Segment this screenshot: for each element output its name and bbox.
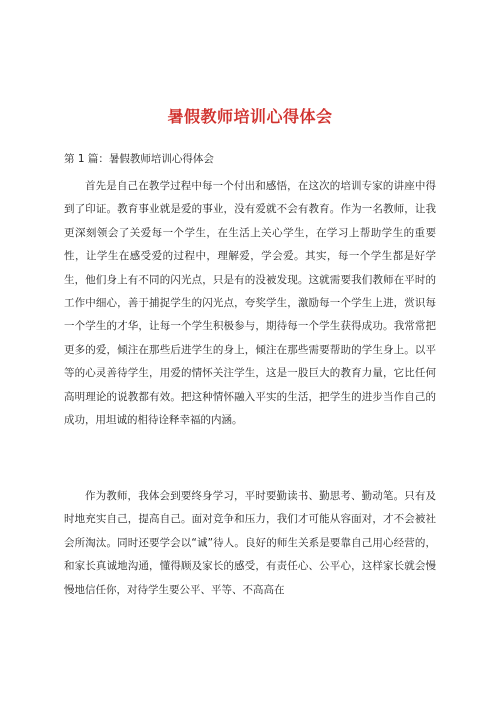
body-paragraph-1: 首先是自己在教学过程中每一个付出和感悟，在这次的培训专家的讲座中得到了印证。教育事业就是爱的事业，没有爱就不会有教育。作为一名教师，让我更深刻领会了关爱每一个学生，在生活上关心学生，在学习上帮助学生的重要性，让学生在感受爱的过程中，理解爱，学会爱。其实，每一个学生都是好学生，他们身上有不同的闪光点，只是有的没被发现。这就需要我们教师在平时的工作中细心，善于捕捉学生的闪光点，夸奖学生，激励每一个学生上进，赏识每一个学生的才华，让每一个学生积极参与，期待每一个学生获得成功。我常常把更多的爱，倾注在那些后进学生的身上，倾注在那些需要帮助的学生身上。以平等的心灵善待学生，用爱的情怀关注学生，这是一股巨大的教育力量，它比任何高明理论的说教都有效。把这种情怀融入平实的生活，把学生的进步当作自己的成功，用坦诚的相待诠释幸福的内涵。 — [64, 180, 436, 427]
section-heading: 第 1 篇：暑假教师培训心得体会 — [64, 153, 214, 165]
body-paragraph-2: 作为教师，我体会到要终身学习，平时要勤读书、勤思考、勤动笔。只有及时地充实自己，提高自己。面对竞争和压力，我们才可能从容面对，才不会被社会所淘汰。同时还要学会以“诚”待人。良好的师生关系是要靠自己用心经营的，和家长真诚地沟通，懂得顾及家长的感受，有责任心、公平心，这样家长就会慢慢地信任你，对待学生要公平、平等、不高高在 — [64, 490, 436, 596]
document-title: 暑假教师培训心得体会 — [167, 107, 333, 126]
